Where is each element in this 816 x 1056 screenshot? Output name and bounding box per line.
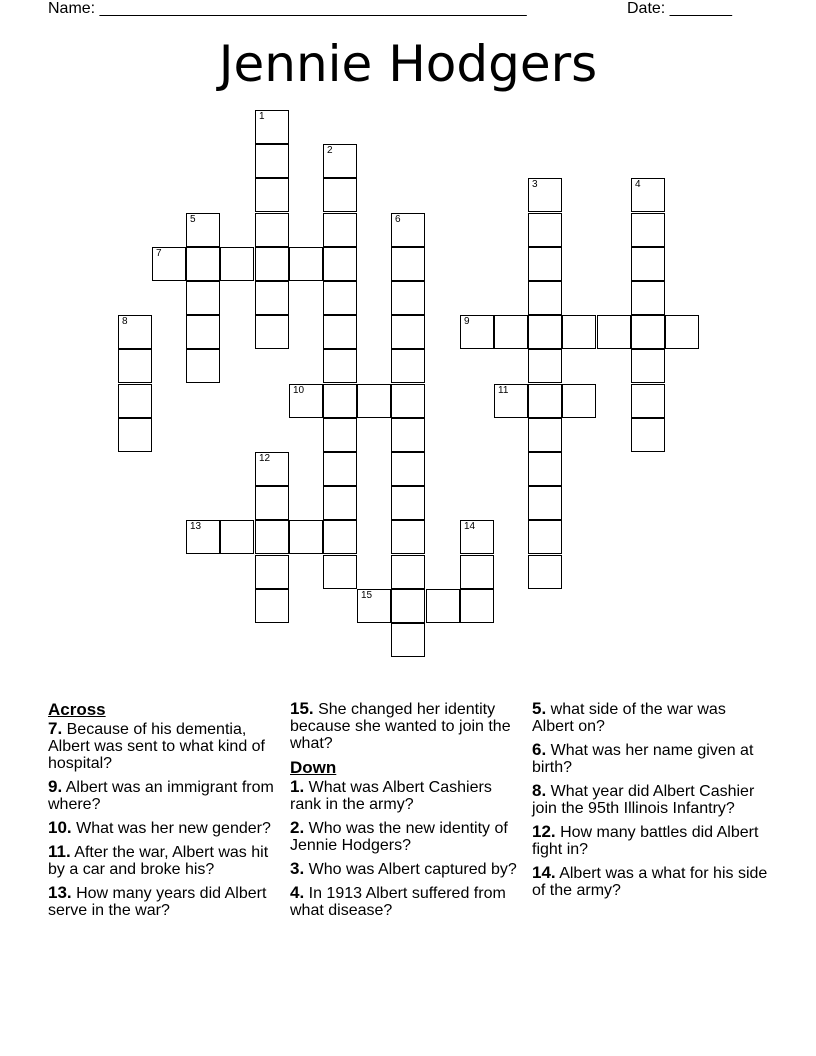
grid-cell[interactable] <box>391 281 425 315</box>
grid-cell[interactable] <box>186 247 220 281</box>
name-field-label: Name: ________________________________________________ <box>48 0 527 17</box>
grid-cell[interactable] <box>391 349 425 383</box>
clue-number: 10 <box>293 385 305 396</box>
grid-cell[interactable] <box>255 589 289 623</box>
grid-cell[interactable] <box>460 555 494 589</box>
grid-cell-10[interactable] <box>289 384 323 418</box>
grid-cell[interactable] <box>528 452 562 486</box>
clue-number: 14 <box>464 521 476 532</box>
grid-cell[interactable] <box>631 281 665 315</box>
clue-number: 12 <box>259 453 271 464</box>
grid-cell[interactable] <box>186 281 220 315</box>
clues-column-1 <box>48 700 284 925</box>
clue-down-4: 4. In 1913 Albert suffered from what disease? <box>290 883 506 919</box>
grid-cell[interactable] <box>118 384 152 418</box>
grid-cell[interactable] <box>528 315 562 349</box>
clue-number: 3 <box>532 179 538 190</box>
clue-down-1: 1. What was Albert Cashiers rank in the army? <box>290 777 492 813</box>
grid-cell[interactable] <box>323 349 357 383</box>
grid-cell-12[interactable] <box>255 452 289 486</box>
clue-down-5: 5. what side of the war was Albert on? <box>532 699 726 735</box>
grid-cell[interactable] <box>391 623 425 657</box>
clue-across-10: 10. What was her new gender? <box>48 818 271 837</box>
grid-cell[interactable] <box>255 178 289 212</box>
grid-cell[interactable] <box>631 384 665 418</box>
grid-cell[interactable] <box>391 247 425 281</box>
grid-cell[interactable] <box>323 452 357 486</box>
grid-cell[interactable] <box>255 281 289 315</box>
grid-cell[interactable] <box>528 349 562 383</box>
grid-cell[interactable] <box>528 213 562 247</box>
clues-column-3 <box>532 700 768 905</box>
grid-cell[interactable] <box>323 213 357 247</box>
clue-across-9: 9. Albert was an immigrant from where? <box>48 777 274 813</box>
grid-cell[interactable] <box>631 247 665 281</box>
grid-cell[interactable] <box>118 418 152 452</box>
clue-down-6: 6. What was her name given at birth? <box>532 740 754 776</box>
clue-number: 11 <box>498 385 509 396</box>
grid-cell-15[interactable] <box>357 589 391 623</box>
grid-cell-9[interactable] <box>460 315 494 349</box>
down-heading: Down <box>290 758 337 777</box>
grid-cell[interactable] <box>357 384 391 418</box>
grid-cell[interactable] <box>528 486 562 520</box>
clue-number: 9 <box>464 316 470 327</box>
grid-cell[interactable] <box>631 418 665 452</box>
grid-cell[interactable] <box>220 520 254 554</box>
grid-cell-7[interactable] <box>152 247 186 281</box>
grid-cell[interactable] <box>323 555 357 589</box>
grid-cell[interactable] <box>323 178 357 212</box>
grid-cell[interactable] <box>289 520 323 554</box>
grid-cell[interactable] <box>528 247 562 281</box>
clue-down-2: 2. Who was the new identity of Jennie Hodgers? <box>290 818 508 854</box>
grid-cell-4[interactable] <box>631 178 665 212</box>
grid-cell[interactable] <box>391 452 425 486</box>
grid-cell[interactable] <box>323 281 357 315</box>
clue-across-15: 15. She changed her identity because she wanted to join the what? <box>290 699 511 752</box>
grid-cell[interactable] <box>186 315 220 349</box>
clue-number: 15 <box>361 590 373 601</box>
clue-down-8: 8. What year did Albert Cashier join the 95th Illinois Infantry? <box>532 781 755 817</box>
clues-column-2 <box>290 700 526 925</box>
grid-cell[interactable] <box>289 247 323 281</box>
clue-across-7: 7. Because of his dementia, Albert was sent to what kind of hospital? <box>48 719 265 772</box>
grid-cell[interactable] <box>391 486 425 520</box>
clue-number: 7 <box>156 248 162 259</box>
grid-cell[interactable] <box>426 589 460 623</box>
grid-cell[interactable] <box>562 315 596 349</box>
grid-cell[interactable] <box>528 555 562 589</box>
grid-cell[interactable] <box>597 315 631 349</box>
grid-cell[interactable] <box>255 213 289 247</box>
grid-cell-13[interactable] <box>186 520 220 554</box>
grid-cell[interactable] <box>562 384 596 418</box>
grid-cell[interactable] <box>391 315 425 349</box>
grid-cell-8[interactable] <box>118 315 152 349</box>
clue-down-3: 3. Who was Albert captured by? <box>290 859 517 878</box>
grid-cell[interactable] <box>665 315 699 349</box>
grid-cell[interactable] <box>528 281 562 315</box>
clue-across-11: 11. After the war, Albert was hit by a car and broke his? <box>48 842 269 878</box>
grid-cell[interactable] <box>323 247 357 281</box>
clue-down-14: 14. Albert was a what for his side of the army? <box>532 863 768 899</box>
grid-cell[interactable] <box>220 247 254 281</box>
date-field-label: Date: _______ <box>627 0 732 17</box>
clue-number: 5 <box>190 214 196 225</box>
grid-cell-5[interactable] <box>186 213 220 247</box>
grid-cell[interactable] <box>631 349 665 383</box>
grid-cell[interactable] <box>631 315 665 349</box>
clue-number: 2 <box>327 145 333 156</box>
grid-cell[interactable] <box>631 213 665 247</box>
grid-cell[interactable] <box>494 315 528 349</box>
grid-cell-14[interactable] <box>460 520 494 554</box>
grid-cell[interactable] <box>255 486 289 520</box>
grid-cell[interactable] <box>391 589 425 623</box>
clue-number: 4 <box>635 179 641 190</box>
grid-cell[interactable] <box>255 555 289 589</box>
grid-cell[interactable] <box>391 418 425 452</box>
grid-cell[interactable] <box>255 144 289 178</box>
grid-cell[interactable] <box>391 555 425 589</box>
grid-cell-1[interactable] <box>255 110 289 144</box>
grid-cell[interactable] <box>528 384 562 418</box>
grid-cell[interactable] <box>391 384 425 418</box>
grid-cell[interactable] <box>323 384 357 418</box>
clue-across-13: 13. How many years did Albert serve in the war? <box>48 883 267 919</box>
grid-cell[interactable] <box>186 349 220 383</box>
grid-cell[interactable] <box>323 486 357 520</box>
grid-cell[interactable] <box>255 315 289 349</box>
grid-cell[interactable] <box>323 315 357 349</box>
grid-cell[interactable] <box>528 418 562 452</box>
grid-cell[interactable] <box>255 247 289 281</box>
clue-number: 6 <box>395 214 401 225</box>
grid-cell-11[interactable] <box>494 384 528 418</box>
clue-number: 13 <box>190 521 202 532</box>
across-heading: Across <box>48 700 106 719</box>
grid-cell-6[interactable] <box>391 213 425 247</box>
clue-number: 1 <box>259 111 265 122</box>
grid-cell-2[interactable] <box>323 144 357 178</box>
clue-down-12: 12. How many battles did Albert fight in? <box>532 822 759 858</box>
grid-cell[interactable] <box>118 349 152 383</box>
grid-cell[interactable] <box>391 520 425 554</box>
grid-cell[interactable] <box>323 520 357 554</box>
grid-cell[interactable] <box>255 520 289 554</box>
puzzle-title: Jennie Hodgers <box>218 35 598 93</box>
grid-cell[interactable] <box>528 520 562 554</box>
grid-cell[interactable] <box>460 589 494 623</box>
clue-number: 8 <box>122 316 128 327</box>
grid-cell-3[interactable] <box>528 178 562 212</box>
grid-cell[interactable] <box>323 418 357 452</box>
